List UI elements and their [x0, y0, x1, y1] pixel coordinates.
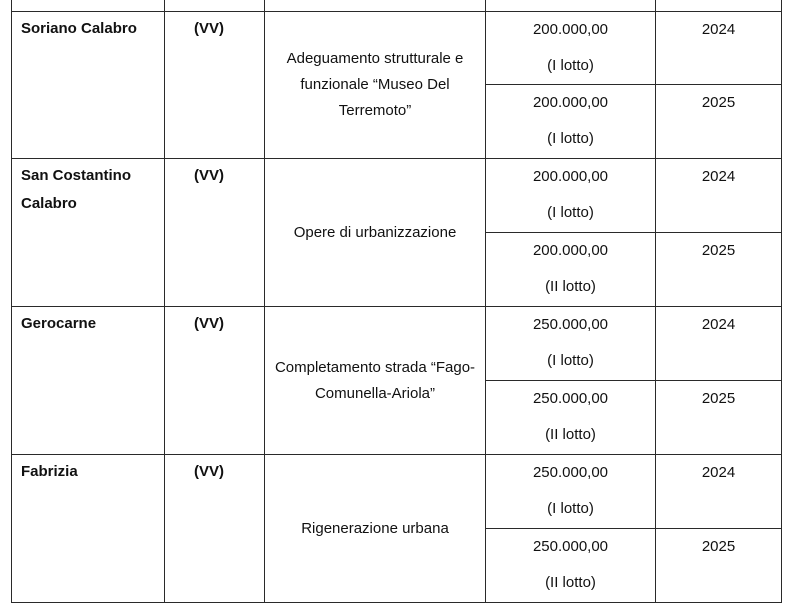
amount-value: 200.000,00 [532, 94, 609, 111]
amount-value: 250.000,00 [532, 390, 609, 407]
lot-label: (I lotto) [547, 204, 594, 221]
year-cell: 2025 [656, 85, 782, 159]
table-row [12, 455, 782, 529]
year-cell: 2025 [656, 381, 782, 455]
province-cell: (VV) [165, 159, 265, 307]
lot-label: (II lotto) [545, 574, 596, 591]
municipality-cell: San Costantino Calabro [12, 159, 165, 307]
amount-cell [486, 381, 656, 455]
project-cell: Rigenerazione urbana [265, 455, 486, 603]
municipality-cell: Soriano Calabro [12, 12, 165, 159]
project-cell: Adeguamento strutturale e funzionale “Museo Del Terremoto” [265, 12, 486, 159]
amount-cell [486, 159, 656, 233]
year-cell: 2025 [656, 529, 782, 603]
municipality-cell: Fabrizia [12, 455, 165, 603]
province-cell: (VV) [165, 12, 265, 159]
lot-label: (I lotto) [547, 352, 594, 369]
year-cell: 2024 [656, 455, 782, 529]
amount-cell [486, 455, 656, 529]
table-row [12, 12, 782, 85]
amount-cell [486, 12, 656, 85]
amount-value: 250.000,00 [532, 464, 609, 481]
amount-cell [486, 233, 656, 307]
year-cell: 2024 [656, 307, 782, 381]
amount-cell [486, 529, 656, 603]
amount-cell [486, 307, 656, 381]
lot-label: (I lotto) [547, 500, 594, 517]
year-cell: 2025 [656, 233, 782, 307]
year-cell: 2024 [656, 12, 782, 85]
funding-table [11, 0, 782, 603]
amount-cell [486, 85, 656, 159]
lot-label: (II lotto) [545, 426, 596, 443]
table-row [12, 307, 782, 381]
lot-label: (I lotto) [547, 130, 594, 147]
province-cell: (VV) [165, 455, 265, 603]
project-cell: Completamento strada “Fago-Comunella-Ariola” [265, 307, 486, 455]
amount-value: 250.000,00 [532, 316, 609, 333]
amount-value: 200.000,00 [532, 21, 609, 38]
province-cell: (VV) [165, 307, 265, 455]
amount-value: 250.000,00 [532, 538, 609, 555]
project-cell: Opere di urbanizzazione [265, 159, 486, 307]
year-cell: 2024 [656, 159, 782, 233]
table-row-stub [12, 0, 782, 12]
lot-label: (II lotto) [545, 278, 596, 295]
municipality-cell: Gerocarne [12, 307, 165, 455]
amount-value: 200.000,00 [532, 168, 609, 185]
table-row [12, 159, 782, 233]
amount-value: 200.000,00 [532, 242, 609, 259]
lot-label: (I lotto) [547, 57, 594, 74]
